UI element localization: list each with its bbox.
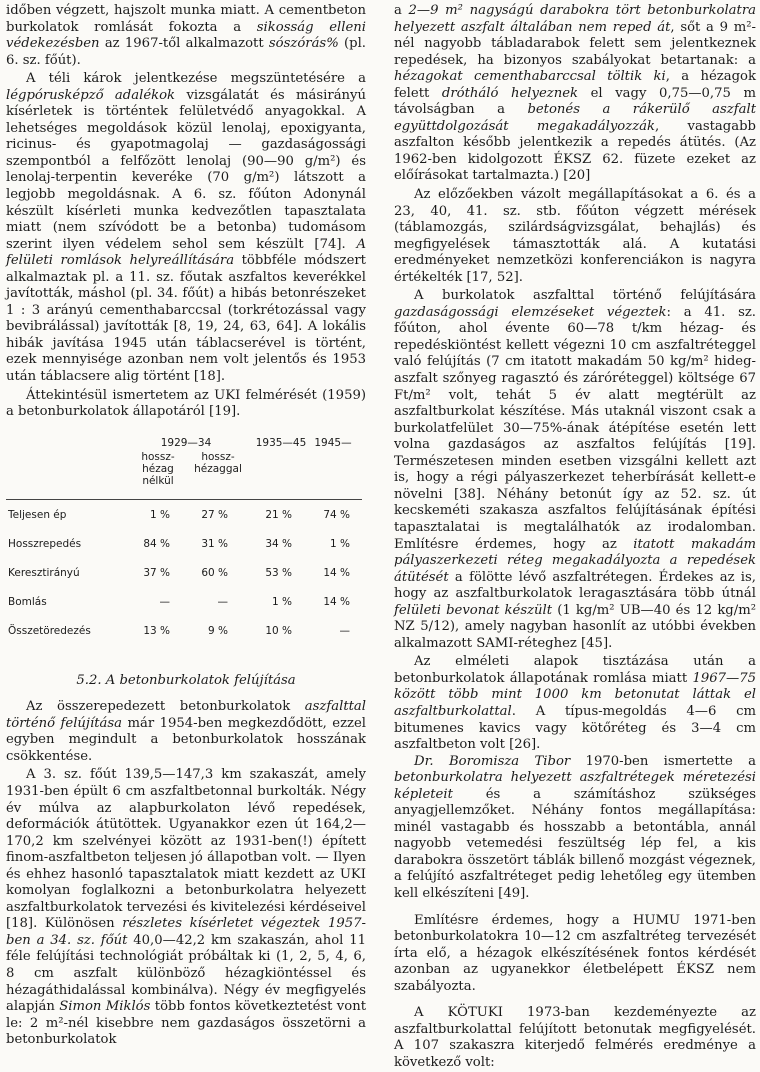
table-cell: 74 % (323, 508, 350, 521)
table-row-label: Bomlás (8, 595, 47, 608)
table-cell: 27 % (201, 508, 228, 521)
table-cell: — (217, 595, 228, 608)
left-column (6, 3, 366, 1049)
table-cell: 1 % (330, 537, 350, 550)
table-cell: 60 % (201, 566, 228, 579)
paragraph: A téli károk jelentkezése megszüntetésére a légpórusképző adalékok vizsgálatát és másirányú kísérletek is történtek felületvédő anyagokkal. A lehetséges megoldások közül lenolaj, epoxigyanta, ricinus- és gyapotmagolaj — gazdaságossági szempontból a felfőzött lenolaj (90—90 g/m²) és lenolaj-terpentin keveréke (70 g/m²) látszott a legjobb megoldásnak. A 6. sz. főúton Adonynál készült kísérleti munka kedvezőtlen tapasztalata miatt (nem szívódott be a betonba) tudomásom szerint ilyen védelem sehol sem készült [74]. A felületi romlások helyreállítására többféle módszert alkalmaztak pl. a 11. sz. főutak aszfaltos keverékkel javították, máshol (pl. 34. főút) a hibás betonrészeket 1 : 3 arányú cementhabarccsal (torkrétozással vagy bevibrálással) javították [8, 19, 24, 63, 64]. A lokális hibák javítása 1945 után táblacserével is történt, ezek mennyisége azonban nem volt jelentős és 1953 után táblacsere alig történt [18]. (6, 71, 366, 385)
table-cell: 34 % (265, 537, 292, 550)
paragraph: Említésre érdemes, hogy a HUMU 1971-ben betonburkolatokra 10—12 cm aszfaltréteg tervezését írta elő, a hézagok elkészítésének fontos kérdését azonban az ugyanekkor életbelépett ÉKSZ nem szabályozta. (394, 912, 756, 994)
table-header-sub1: hossz- hézag nélkül (141, 450, 175, 487)
table-cell: 13 % (143, 624, 170, 637)
table-cell: 37 % (143, 566, 170, 579)
paragraph: Az elméleti alapok tisztázása után a betonburkolatok állapotának romlása miatt 1967—75 között több mint 1000 km betonutat láttak el aszfaltburkolattal. A típus-megoldás 4—6 cm bitumenes kavics vagy kötőréteg és 3—4 cm aszfaltbeton volt [26]. (394, 654, 756, 753)
paragraph: A burkolatok aszfalttal történő felújítására gazdaságossági elemzéseket végeztek: a 41. sz. főúton, ahol évente 60—78 t/km hézag- és repedéskiöntést kellett végezni 10 cm aszfaltréteggel való felújítás (7 cm itatott makadám 50 kg/m² hideg-aszfalt szőnyeg ragasztó és záróréteggel) költsége 67 Ft/m² volt, tehát 5 év alatt megtérült az aszfaltburkolat készítése. Más utaknál viszont csak a burkolatfelület 30—75%-ának átépítése esetén lett volna gazdaságos az aszfaltos felújítás [19]. Természetesen minden esetben vizsgálni kellett azt is, hogy a régi pályaszerkezet teherbírását kellett-e növelni [38]. Néhány betonút így az 52. sz. út kecskeméti szakasza aszfaltos felújításának építési tapasztalatai is megtalálhatók az irodalomban. Említésre érdemes, hogy az itatott makadám pályaszerkezeti réteg megakadályozta a repedések átütését a fölötte lévő aszfaltrétegen. Érdekes az is, hogy az aszfaltburkolatok leragasztására több útnál felületi bevonat készült (1 kg/m² UB—40 és 12 kg/m² NZ 5/12), amely nagyban hasonlít az utóbbi években alkalmazott SAMI-réteghez [45]. (394, 288, 756, 651)
right-column (394, 3, 756, 1071)
table-row-label: Hosszrepedés (8, 537, 82, 550)
table-cell: 14 % (323, 595, 350, 608)
table-header-1945: 1945— (314, 436, 352, 449)
table-header-1929: 1929—34 (160, 436, 212, 449)
table-cell: — (159, 595, 170, 608)
table-cell: 1 % (272, 595, 292, 608)
table-cell: 53 % (265, 566, 292, 579)
paragraph: Áttekintésül ismertetem az UKI felmérését (1959) a betonburkolatok állapotáról [19]. (6, 387, 366, 420)
table-cell: 31 % (201, 537, 228, 550)
paragraph: A 3. sz. főút 139,5—147,3 km szakaszát, amely 1931-ben épült 6 cm aszfaltbetonnal burkolták. Négy év múlva az alapburkolaton lévő repedések, deformációk átütöttek. Ugyanakkor ezen út 164,2—170,2 km szelvényei között az 1931-ben(!) épített finom-aszfaltbeton teljesen jó állapotban volt. — Ilyen és ehhez hasonló tapasztalatok miatt kezdett az UKI komolyan foglalkozni a betonburkolatra helyezett aszfaltburkolatok tervezési és kivitelezési kérdéseivel [18]. Különösen részletes kísérletet végeztek 1957-ben a 34. sz. főút 40,0—42,2 km szakaszán, ahol 11 féle felújítási technológiát próbáltak ki (1, 2, 5, 4, 6, 8 cm aszfalt különböző hézagkiöntéssel és hézagáthidalással kombinálva). Négy év megfigyelés alapján Simon Miklós több fontos következtetést vont le: 2 m²-nél kisebbre nem gazdaságos összetörni a betonburkolatok (6, 767, 366, 1048)
table-row-label: Teljesen ép (8, 508, 67, 521)
paragraph: időben végzett, hajszolt munka miatt. A cementbeton burkolatok romlását fokozta a sikosság elleni védekezésben az 1967-től alkalmazott sószórás% (pl. 6. sz. főút). (6, 3, 366, 68)
section-title: 5.2. A betonburkolatok felújítása (76, 672, 296, 688)
paragraph: A KÖTUKI 1973-ban kezdeményezte az aszfaltburkolattal felújított betonutak megfigyelését. A 107 szakaszra kiterjedő felmérés eredménye a következő volt: (394, 1005, 756, 1070)
table-header-sub2: hossz- hézaggal (194, 450, 242, 475)
condition-table (6, 425, 366, 659)
table-row-label: Keresztirányú (8, 566, 80, 579)
table-row-label: Összetöredezés (8, 624, 91, 637)
paragraph: a 2—9 m² nagyságú darabokra tört betonburkolatra helyezett aszfalt általában nem reped át, sőt a 9 m²-nél nagyobb tábladarabok felett sem jelentkeznek repedések, ha bizonyos szabályokat betartanak: a hézagokat cementhabarccsal töltik ki, a hézagok felett drótháló helyeznek el vagy 0,75—0,75 m távolságban a betonés a rákerülő aszfalt együttdolgozását megakadályozzák, vastagabb aszfalton később jelentkezik a repedés átütés. (Az 1962-ben kidolgozott ÉKSZ 62. füzete ezeket az előírásokat tartalmazta.) [20] (394, 3, 756, 184)
paragraph: Az előzőekben vázolt megállapításokat a 6. és a 23, 40, 41. sz. stb. főúton végzett mérések (táblamozgás, szilárdságvizsgálat, behajlás) és megfigyelések támasztották alá. A kutatási eredményeket nemzetközi konferenciákon is nagyra értékelték [17, 52]. (394, 187, 756, 285)
table-cell: — (339, 624, 350, 637)
table-cell: 21 % (265, 508, 292, 521)
paragraph: Az összerepedezett betonburkolatok aszfalttal történő felújítása már 1954-ben megkezdődött, ezzel egyben megindult a betonburkolatok hosszának csökkentése. (6, 699, 366, 764)
table-cell: 84 % (143, 537, 170, 550)
table-cell: 14 % (323, 566, 350, 579)
table-cell: 1 % (150, 508, 170, 521)
table-cell: 10 % (265, 624, 292, 637)
table-cell: 9 % (208, 624, 228, 637)
paragraph: Dr. Boromisza Tibor 1970-ben ismertette a betonburkolatra helyezett aszfaltrétegek méretezési képleteit és a számításhoz szükséges anyagjellemzőket. Néhány fontos megállapítása: minél vastagabb és hosszabb a betontábla, annál nagyobb vetemedési feszültség lép fel, a kis darabokra összetört táblák billenő mozgást végeznek, a felújító aszfaltréteget pedig lehetőleg egy ütemben kell elkészíteni [49]. (394, 753, 756, 901)
table-header-1935: 1935—45 (255, 436, 307, 449)
table-rule (6, 499, 362, 500)
